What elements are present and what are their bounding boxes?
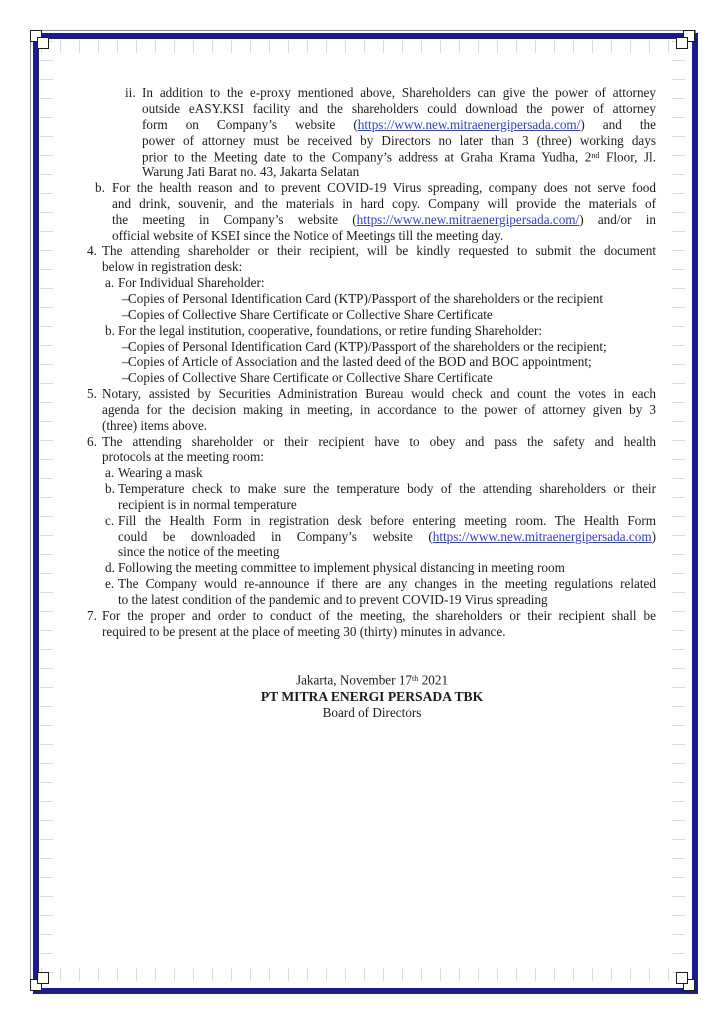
document-line xyxy=(102,624,656,640)
board-of-directors: Board of Directors xyxy=(322,704,422,720)
document-line xyxy=(128,291,656,307)
document-line xyxy=(102,418,656,434)
company-name: PT MITRA ENERGI PERSADA TBK xyxy=(260,688,484,704)
document-line xyxy=(112,228,656,244)
text-run: (three) items above. xyxy=(102,417,208,433)
corner-ornament-square xyxy=(676,972,688,984)
superscript-text: th xyxy=(412,674,419,683)
list-marker: – xyxy=(122,338,129,354)
list-item xyxy=(105,275,656,291)
document-line xyxy=(142,133,656,149)
text-run: Fill the Health Form in registration desk before entering meeting room. The Health Form xyxy=(118,512,656,528)
document-line xyxy=(118,323,656,339)
list-marker: 6. xyxy=(87,433,97,449)
text-run: outside eASY.KSI facility and the shareholders could download the power of attorney xyxy=(142,100,656,116)
closing-date xyxy=(95,671,649,689)
document-line xyxy=(102,402,656,418)
text-run: For the legal institution, cooperative, foundations, or retire funding Shareholder: xyxy=(118,322,543,338)
text-run: required to be present at the place of meeting 30 (thirty) minutes in advance. xyxy=(102,623,506,639)
list-marker: b. xyxy=(95,180,105,196)
list-item xyxy=(125,85,656,180)
list-item xyxy=(105,512,656,561)
document-line xyxy=(118,592,656,608)
list-item xyxy=(87,386,656,434)
text-run: recipient is in normal temperature xyxy=(118,496,297,512)
document-line xyxy=(142,117,656,133)
text-run: Wearing a mask xyxy=(118,465,203,481)
document-line xyxy=(118,481,656,497)
document-line xyxy=(142,101,656,117)
text-run: official website of KSEI since the Notice of Meetings till the meeting day. xyxy=(112,227,504,243)
superscript-text: nd xyxy=(591,151,600,161)
document-line xyxy=(118,275,656,291)
document-line xyxy=(142,148,656,164)
list-item xyxy=(95,180,656,243)
text-run: power of attorney must be received by Directors no later than 3 (three) working days xyxy=(142,132,656,148)
text-run: Copies of Collective Share Certificate or Collective Share Certificate xyxy=(128,306,493,322)
document-body xyxy=(0,85,724,640)
list-marker: d. xyxy=(105,560,115,576)
list-item xyxy=(122,370,656,386)
text-run: Floor, Jl. xyxy=(599,150,656,166)
list-marker: b. xyxy=(105,322,115,338)
list-item xyxy=(87,607,656,640)
text-run: 2021 xyxy=(418,672,449,688)
text-run: In addition to the e-proxy mentioned above, Shareholders can give the power of attorney xyxy=(142,85,656,100)
text-run: the meeting in Company’s website ( xyxy=(112,211,357,227)
list-marker: a. xyxy=(105,275,115,291)
text-run: Following the meeting committee to implement physical distancing in meeting room xyxy=(118,560,565,576)
list-item xyxy=(105,481,656,513)
document-line xyxy=(118,544,656,560)
text-run: For the proper and order to conduct of the meeting, the shareholders or their recipient shall be xyxy=(102,607,656,623)
document-line xyxy=(102,243,656,259)
list-marker: e. xyxy=(105,576,115,592)
list-item xyxy=(122,290,656,307)
list-marker: – xyxy=(122,306,129,322)
text-run: The Company would re-announce if there are any changes in the meeting regulations related xyxy=(118,576,656,592)
document-line xyxy=(128,354,656,370)
text-run: protocols at the meeting room: xyxy=(102,449,264,465)
text-run: Copies of Article of Association and the lasted deed of the BOD and BOC appointment; xyxy=(128,354,592,370)
hyperlink[interactable]: https://www.new.mitraenergipersada.com/ xyxy=(357,116,581,132)
list-marker: 4. xyxy=(87,243,97,259)
document-line xyxy=(128,339,656,355)
text-run: Warung Jati Barat no. 43, Jakarta Selatan xyxy=(142,164,360,180)
list-marker: b. xyxy=(105,481,115,497)
list-item xyxy=(105,322,656,339)
text-run: ) xyxy=(651,528,656,544)
document-line xyxy=(112,180,656,196)
text-run: could be downloaded in Company’s website ( xyxy=(118,528,433,544)
text-run: ) and/or in xyxy=(579,211,656,227)
list-marker: 7. xyxy=(87,607,97,623)
text-run: Notary, assisted by Securities Administration Bureau would check and count the votes in each xyxy=(102,386,656,402)
text-run: ) and the xyxy=(580,116,656,132)
list-marker: – xyxy=(122,370,129,386)
document-line xyxy=(118,465,656,481)
text-run: For the health reason and to prevent COVID-19 Virus spreading, company does not serve food xyxy=(112,180,656,196)
document-line xyxy=(118,576,656,592)
document-line xyxy=(128,307,656,323)
document-line xyxy=(102,259,656,275)
list-item xyxy=(105,576,656,608)
text-run: agenda for the decision making in meeting, in accordance to the power of attorney given by 3 xyxy=(102,401,656,417)
document-line xyxy=(142,164,656,180)
document-line xyxy=(102,449,656,465)
text-run: The attending shareholder or their recipient, will be kindly requested to submit the document xyxy=(102,243,656,259)
document-line xyxy=(112,196,656,212)
corner-ornament-square xyxy=(37,972,49,984)
list-marker: a. xyxy=(105,465,115,481)
text-run: below in registration desk: xyxy=(102,259,243,275)
text-run: The attending shareholder or their recipient have to obey and pass the safety and health xyxy=(102,433,656,449)
document-line xyxy=(128,370,656,386)
closing-block xyxy=(95,671,649,721)
list-item xyxy=(105,465,656,481)
document-line xyxy=(118,497,656,513)
document-line xyxy=(118,560,656,576)
list-item xyxy=(122,338,656,355)
list-item xyxy=(87,243,656,275)
text-run: Copies of Personal Identification Card (KTP)/Passport of the shareholders or the recipient; xyxy=(128,338,607,354)
hyperlink[interactable]: https://www.new.mitraenergipersada.com/ xyxy=(356,211,580,227)
list-marker: – xyxy=(122,354,129,370)
document-line xyxy=(142,85,656,101)
list-marker: ii. xyxy=(125,85,136,100)
text-run: Jakarta, November 17 xyxy=(295,672,413,688)
document-line xyxy=(102,434,656,450)
text-run: prior to the Meeting date to the Company’s address at Graha Krama Yudha, 2 xyxy=(142,150,592,166)
document-line xyxy=(102,386,656,402)
list-marker: c. xyxy=(105,512,115,528)
hyperlink[interactable]: https://www.new.mitraenergipersada.com xyxy=(432,528,652,544)
document-line xyxy=(112,212,656,228)
text-run: For Individual Shareholder: xyxy=(118,275,265,291)
text-run: form on Company’s website ( xyxy=(142,116,358,132)
document-line xyxy=(102,608,656,624)
list-marker: 5. xyxy=(87,386,97,402)
list-item xyxy=(105,560,656,576)
corner-ornament-square xyxy=(676,37,688,49)
text-run: Temperature check to make sure the temperature body of the attending shareholders or their xyxy=(118,481,656,497)
list-marker: – xyxy=(122,290,129,306)
text-run: to the latest condition of the pandemic and to prevent COVID-19 Virus spreading xyxy=(118,592,548,607)
document-line xyxy=(118,529,656,545)
list-item xyxy=(122,354,656,370)
text-run: since the notice of the meeting xyxy=(118,544,280,560)
text-run: Copies of Collective Share Certificate or Collective Share Certificate xyxy=(128,370,493,386)
document-line xyxy=(118,513,656,529)
text-run: Copies of Personal Identification Card (KTP)/Passport of the shareholders or the recipient xyxy=(128,290,603,306)
corner-ornament-square xyxy=(37,37,49,49)
text-run: and drink, souvenir, and the materials in hard copy. Company will provide the materials of xyxy=(112,195,656,211)
list-item xyxy=(87,433,656,466)
list-item xyxy=(122,306,656,323)
